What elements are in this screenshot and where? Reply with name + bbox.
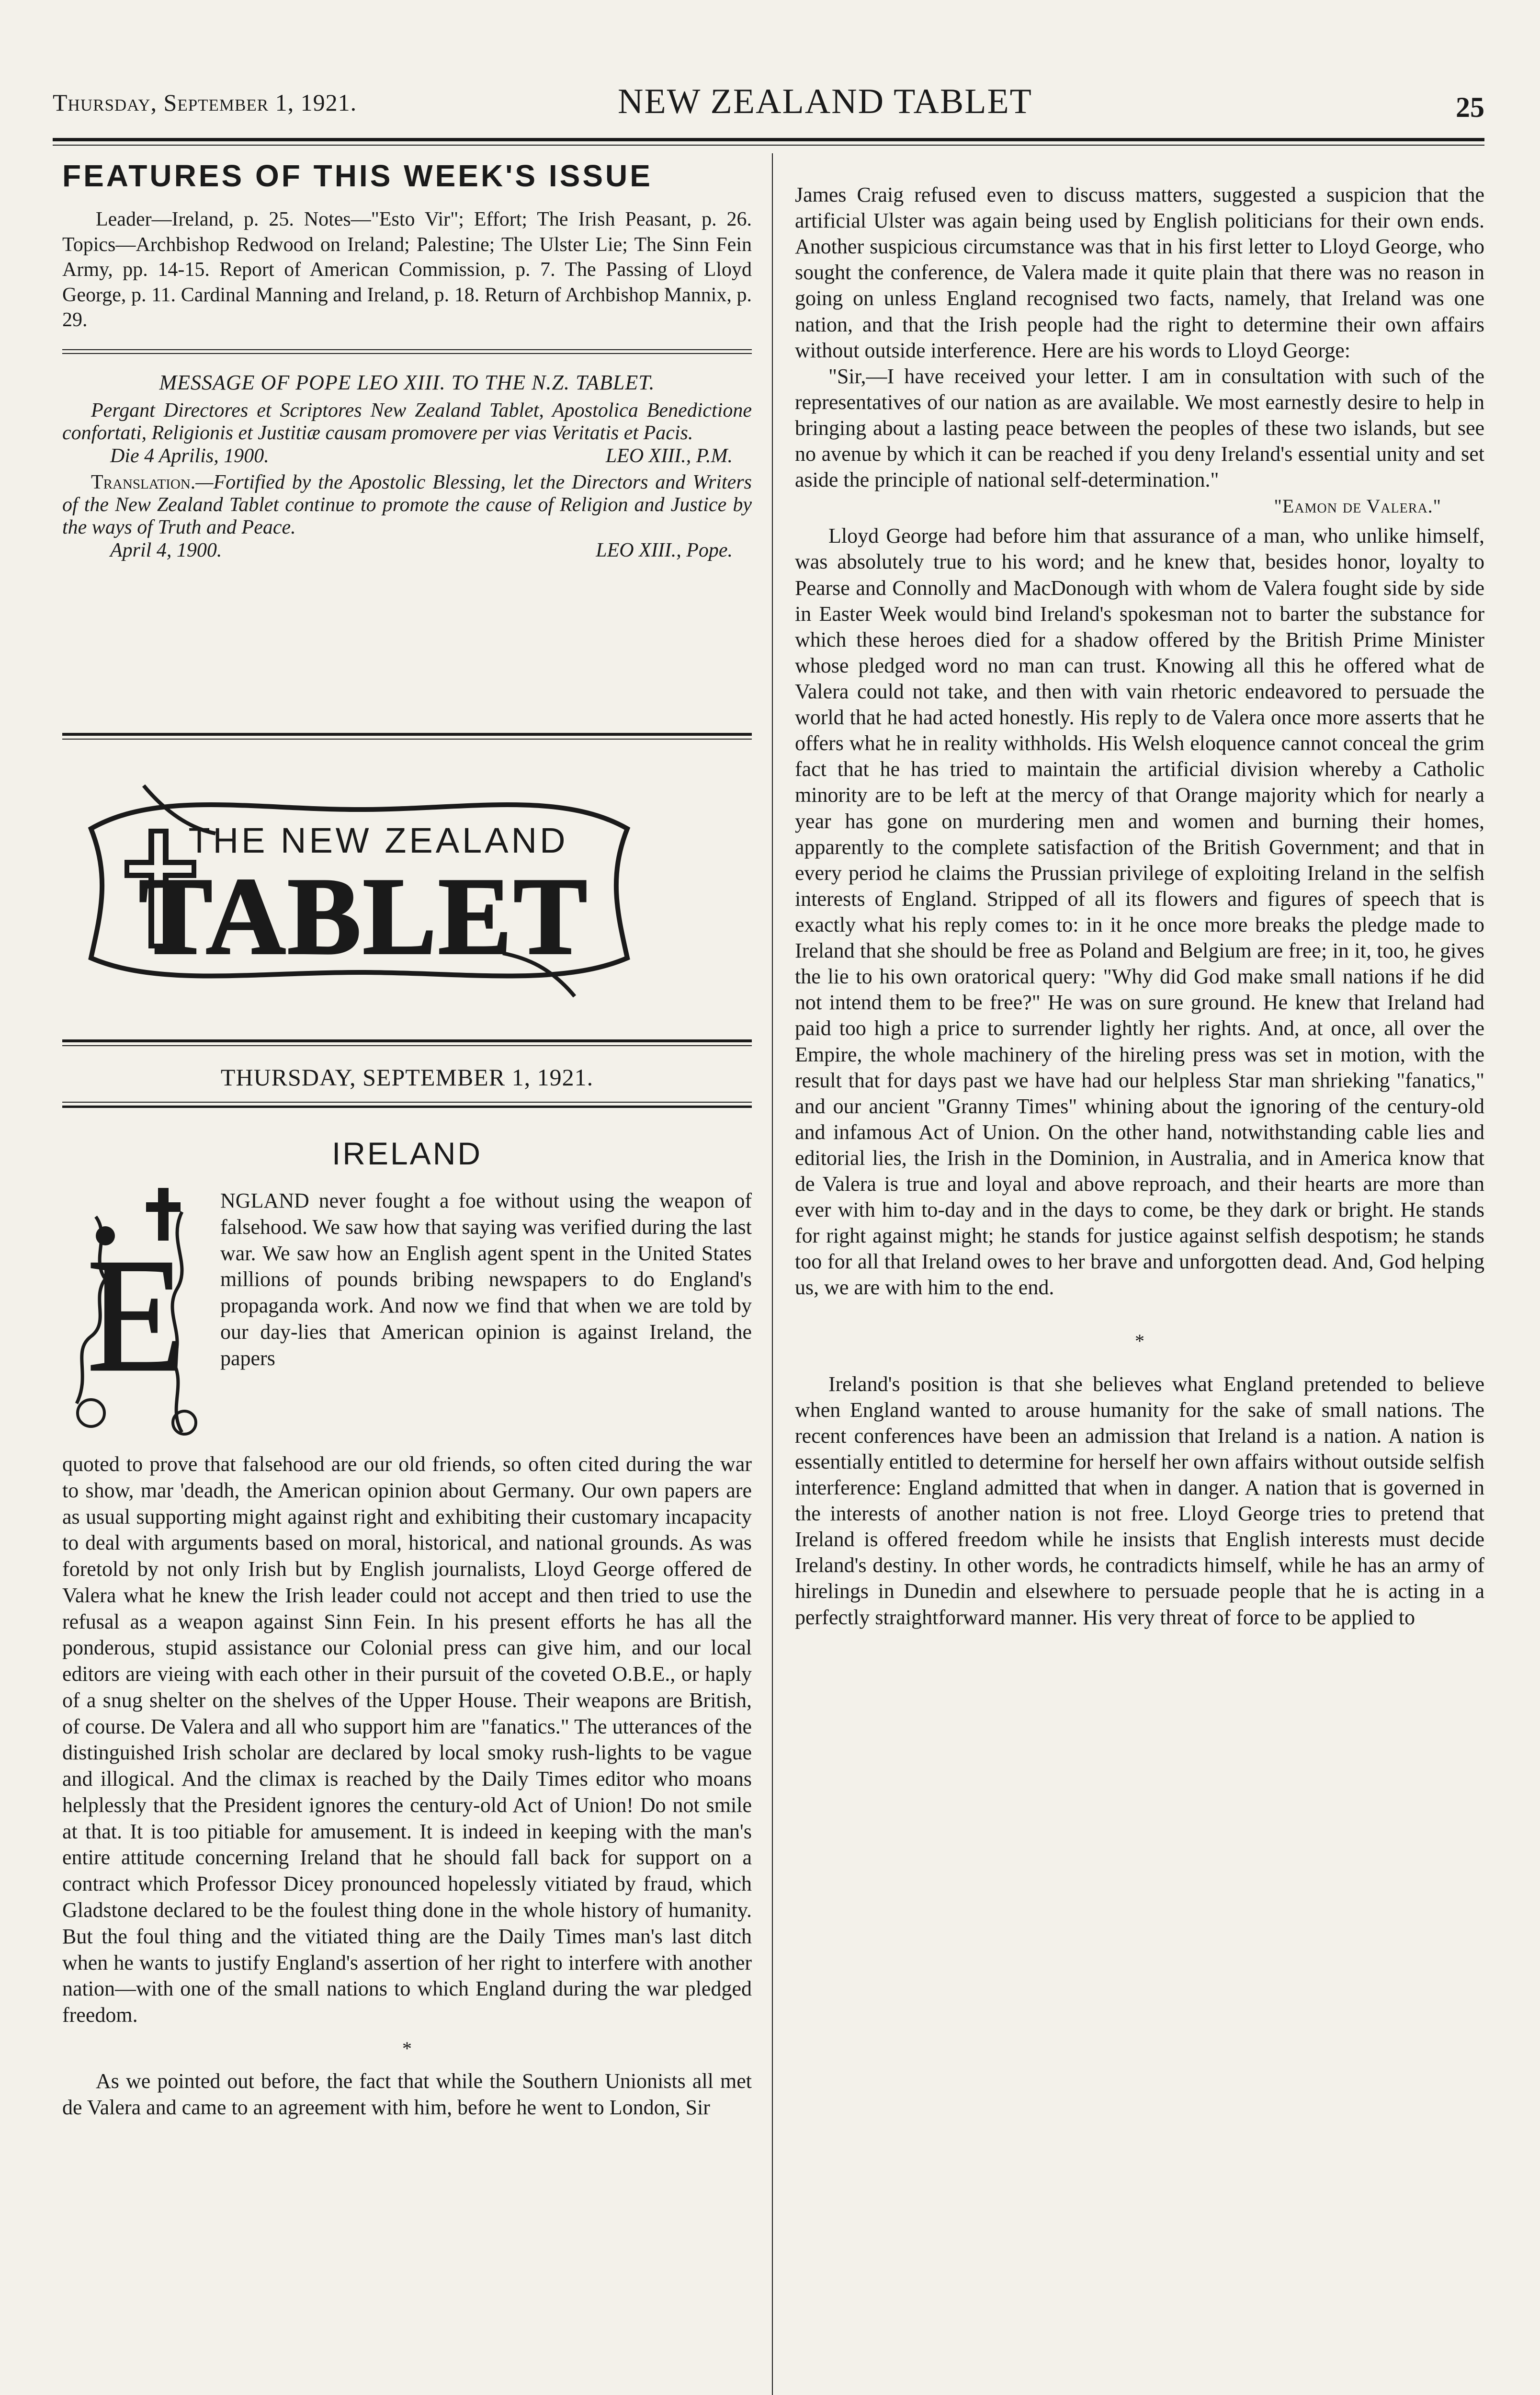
- leader-quote: "Sir,—I have received your letter. I am in consultation with such of the representatives of our nation as are available. We most earnestly desire to help in bringing about a lasting peace between the peoples of these two islands, but see no avenue by which it can be reached if you deny Ireland's essential unity and set aside the principle of national self-determination.": [795, 364, 1484, 492]
- logo-main-text: TABLET: [138, 855, 589, 977]
- features-body: Leader—Ireland, p. 25. Notes—"Esto Vir"; Effort; The Irish Peasant, p. 26. Topics—Archbishop Redwood on Ireland; Palestine; The Ulster Lie; The Sinn Fein Army, pp. 14-15. Report of American Commission, p. 7. The Passing of Lloyd George, p. 11. Cardinal Manning and Ireland, p. 18. Return of Archbishop Mannix, p. 29.: [62, 208, 752, 331]
- leader-p2: As we pointed out before, the fact that while the Southern Unionists all met de Valera and came to an agreement with him, before he went to London, Sir: [62, 2069, 752, 2119]
- column-divider: [772, 153, 773, 2395]
- leader-p1-indented: NGLAND never fought a foe without using the weapon of falsehood. We saw how that saying was verified during the last war. We saw how an English agent spent in the United States millions of pounds bribing newspapers to do England's propaganda work. And now we find that when we are told by our day-lies that American opinion is against Ireland, the papers: [220, 1189, 752, 1370]
- message-latin-date: Die 4 Aprilis, 1900.: [110, 445, 269, 467]
- tablet-logo: [72, 757, 646, 1025]
- left-column-top: [62, 158, 752, 562]
- logo-rule: [62, 1039, 752, 1042]
- leader-left-body: [62, 1451, 752, 2121]
- article-heading: IRELAND: [331, 1136, 483, 1171]
- leader-paragraph-1-intro: [220, 1188, 752, 1371]
- date-rule: [62, 1102, 752, 1103]
- message-translation: [62, 471, 752, 539]
- message-latin-signature: [62, 445, 752, 468]
- drop-cap-letter: E: [87, 1225, 186, 1405]
- drop-cap: [62, 1183, 211, 1451]
- masthead-title: NEW ZEALAND TABLET: [618, 82, 1032, 121]
- message-latin-sig: LEO XIII., P.M.: [605, 445, 733, 467]
- logo-top-text: THE NEW ZEALAND: [188, 821, 568, 860]
- page-number: 25: [1456, 91, 1484, 123]
- message-latin: Pergant Directores et Scriptores New Zealand Tablet, Apostolica Benedictione confortati, Religionis et Justitiæ causam promovere per vias Veritatis et Pacis.: [62, 399, 752, 444]
- leader-p1-rest: quoted to prove that falsehood are our old friends, so often cited during the war to show, mar 'deadh, the American opinion about Germany. Our own papers are as usual supporting might against right and exhibiting their customary incapacity to deal with arguments based on moral, historical, and national grounds. As was foretold by not only Irish but by English journalists, Lloyd George offered de Valera what he knew the Irish leader could not accept and then tried to use the refusal as a weapon against Sinn Fein. In his present efforts he has all the ponderous, stupid assistance our Colonial press can give him, and our local editors are vieing with each other in their pursuit of the coveted O.B.E., or haply of a snug shelter on the shelves of the Upper House. Their weapons are British, of course. De Valera and all who support him are "fanatics." The utterances of the distinguished Irish scholar are declared by local smoky rush-lights to be vague and illogical. And the climax is reached by the Daily Times editor who moans helplessly that the President ignores the century-old Act of Union! Do not smile at that. It is too pitiable for amusement. It is indeed in keeping with the man's entire attitude concerning Ireland that he should fall back for support on a contract which Professor Dicey pronounced hopelessly vitiated by fraud, which Gladstone declared to be the foulest thing done in the whole history of humanity. But the foul thing and the vitiated thing are the Daily Times man's last ditch when he wants to justify England's assertion of her right to interfere with another nation—with one of the small nations to which England during the war pledged freedom.: [62, 1452, 752, 2027]
- separator-star-2: *: [1135, 1330, 1144, 1352]
- leader-p4: Lloyd George had before him that assurance of a man, who unlike himself, was absolutely true to his word; and he knew that, besides honor, loyalty to Pearse and Connolly and MacDonough with whom de Valera fought side by side in Easter Week would bind Ireland's spokesman not to barter the substance for which these heroes died for a shadow offered by the British Prime Minister whose pledged word no man can trust. Knowing all this he offered what de Valera could not take, and then with vain rhetoric endeavored to persuade the world that he had acted honestly. His reply to de Valera once more asserts that he offers what he in reality withholds. His Welsh eloquence cannot conceal the grim fact that he has tried to maintain the artificial division whereby a Catholic minority are to be left at the mercy of that Orange majority which for nearly a year has gone on murdering men and women and burning their homes, apparently to the complete satisfaction of the British Government; and that in every period he claims the Prussian privilege of exploiting Ireland in the selfish interests of England. Stripped of all its flowers and figures of speech that is exactly what his reply comes to: in it he once more breaks the pledge made to Ireland that she should be free as Poland and Belgium are free; in it, too, he gives the lie to his own oratorical query: "Why did God make small nations if he did not intend them to be free?" He was on sure ground. He knew that Ireland had paid too high a price to surrender lightly her rights. And, at once, all over the Empire, the whole machinery of the hireling press was set in motion, with the result that for days past we have had our helpless Star man shrieking "fanatics," and our ancient "Granny Times" whining about the ignoring of the century-old and infamous Act of Union. On the other hand, notwithstanding cable lies and editorial lies, the Irish in the Dominion, in Australia, and in America know that de Valera is true and loyal and above reproach, and their hearts are more than ever with him to-day and in the days to come, be they dark or bright. He stands for right against might; he stands for justice against selfish despotism; he stands too for all that Ireland owes to her brave and unforgotten dead. And, God helping us, we are with him to the end.: [795, 524, 1484, 1300]
- translation-date: April 4, 1900.: [110, 539, 222, 561]
- quote-signature: "Eamon de Valera.": [1274, 495, 1441, 517]
- message-rule: [62, 733, 752, 736]
- masthead-rule: [53, 138, 1484, 141]
- right-column: [795, 182, 1484, 1631]
- masthead-rule-thin: [53, 145, 1484, 146]
- features-rule: [62, 333, 752, 350]
- leader-p5: Ireland's position is that she believes what England pretended to believe when England wanted to arouse humanity for the sake of small nations. The recent conferences have been an admission that Ireland is a nation. A nation is essentially entitled to determine for herself her own affairs without outside selfish interference: England admitted that when in danger. A nation that is governed in the interests of another nation is not free. Lloyd George tries to pretend that Ireland is offered freedom while he insists that English interests must decide Ireland's destiny. In other words, he contradicts himself, while he has an army of hirelings in Dunedin and elsewhere to persuade people that he is acting in a perfectly straightforward manner. His very threat of force to be applied to: [795, 1372, 1484, 1629]
- leader-date: THURSDAY, SEPTEMBER 1, 1921.: [220, 1064, 594, 1091]
- date-rule-thick: [62, 1106, 752, 1108]
- logo-rule-thin: [62, 1045, 752, 1046]
- features-title: FEATURES OF THIS WEEK'S ISSUE: [62, 159, 653, 193]
- message-translation-signature: [62, 539, 752, 562]
- drop-cap-ornament: [62, 1183, 211, 1451]
- features-rule-2: [62, 353, 752, 354]
- translation-sig: LEO XIII., Pope.: [596, 539, 733, 561]
- masthead: [53, 81, 1484, 134]
- translation-label: Translation.: [91, 471, 196, 493]
- masthead-date: Thursday, September 1, 1921.: [53, 89, 357, 116]
- message-title: MESSAGE OF POPE LEO XIII. TO THE N.Z. TABLET.: [159, 370, 655, 394]
- tablet-logo-graphic: [72, 757, 646, 1025]
- separator-star: *: [402, 2037, 412, 2059]
- translation-text: —Fortified by the Apostolic Blessing, let the Directors and Writers of the New Zealand Tablet continue to promote the cause of Religion and Justice by the ways of Truth and Peace.: [62, 471, 752, 538]
- leader-p3: James Craig refused even to discuss matters, suggested a suspicion that the artificial Ulster was again being used by English politicians for their own ends. Another suspicious circumstance was that in his first letter to Lloyd George, who sought the conference, de Valera made it quite plain that there was no reason in going on unless England recognised two facts, namely, that Ireland was one nation, and that the Irish people had the right to determine their own affairs without outside interference. Here are his words to Lloyd George:: [795, 183, 1484, 362]
- message-rule-thin: [62, 739, 752, 740]
